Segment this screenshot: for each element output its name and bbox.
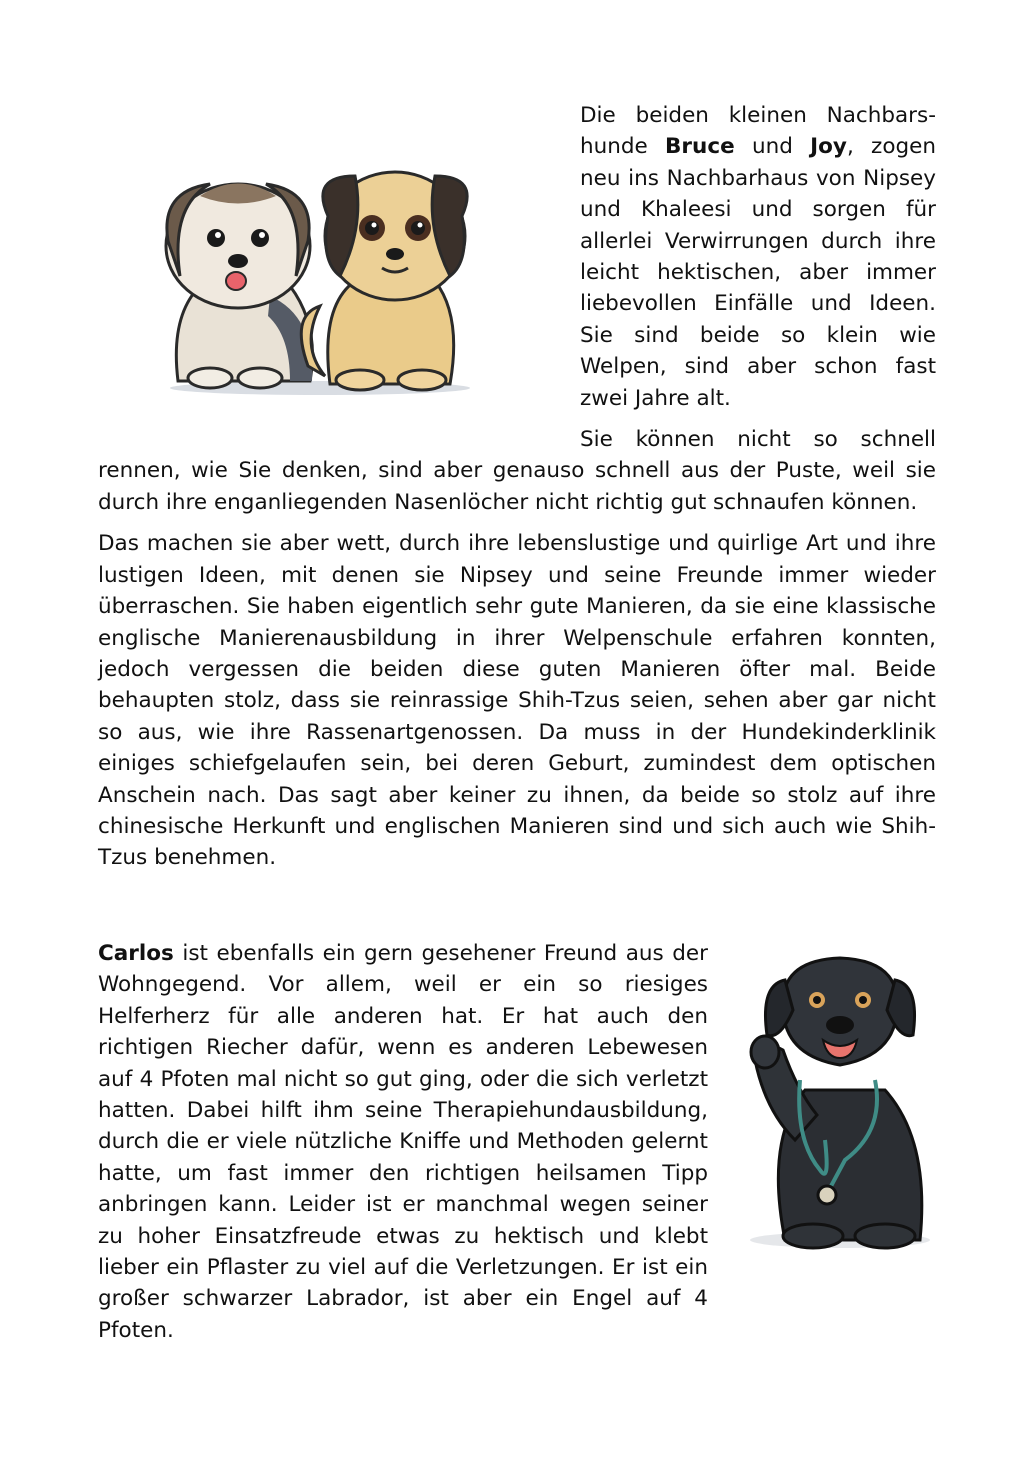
bruce-dog-icon <box>166 184 313 389</box>
name-carlos: Carlos <box>98 941 174 966</box>
shih-tzu-dogs-illustration <box>150 166 500 396</box>
name-joy: Joy <box>810 134 847 160</box>
section-bruce-joy <box>98 100 936 874</box>
paragraph-breath: Sie können nicht so schnell rennen, wie Sie denken, sind aber genauso schnell aus der Puste, weil sie durch ihre enganliegenden Nasenlöcher nicht richtig gut schnaufen können. <box>98 427 936 515</box>
section-carlos <box>98 938 708 1346</box>
joy-dog-icon <box>301 172 467 390</box>
labrador-dog-icon <box>735 940 950 1265</box>
paragraph-manners: Das machen sie aber wett, durch ihre lebenslustige und quirlige Art und ihre lustigen Ideen, mit denen sie Nipsey und seine Freunde immer wieder überraschen. Sie haben eigentlich sehr gute Manieren, da sie eine klassische englische Manierenausbildung in ihrer Welpenschule erfahren konnten, jedoch vergessen die beiden diese guten Manieren öfter mal. Beide behaupten stolz, dass sie reinrassige Shih-Tzus seien, sehen aber gar nicht so aus, wie ihre Rassenartgenossen. Da muss in der Hundekinderklinik einiges schiefgelaufen sein, bei deren Geburt, zumindest dem optischen Anschein nach. Das sagt aber keiner zu ihnen, da beide so stolz auf ihre chinesische Herkunft und englischen Manieren sind und sich auch wie Shih-Tzus benehmen. <box>98 531 936 871</box>
paragraph-intro: Die beiden kleinen Nachbarshunde Bruce und Joy, zogen neu ins Nachbarhaus von Nipsey und Khaleesi und sorgen für allerlei Verwirrungen durch ihre leicht hektischen, aber immer liebevollen Einfälle und Ideen. Sie sind beide so klein wie Welpen, sind aber schon fast zwei Jahre alt. <box>580 103 936 411</box>
name-bruce: Bruce <box>665 134 735 160</box>
carlos-image <box>735 940 950 1265</box>
paragraph-carlos: Carlos ist ebenfalls ein gern gesehener Freund aus der Wohngegend. Vor allem, weil er ein so riesiges Helferherz für alle anderen hat. Er hat auch den richtigen Riecher dafür, wenn es anderen Lebewesen auf 4 Pfoten mal nicht so gut ging, oder die sich verletzt hatten. Dabei hilft ihm seine Therapiehundausbildung, durch die er viele nützliche Kniffe und Methoden gelernt hatte, um fast immer den richtigen heilsamen Tipp anbringen kann. Leider ist er manchmal wegen seiner zu hoher Einsatzfreude etwas zu hektisch und klebt lieber ein Pflaster zu viel auf die Verletzungen. Er ist ein großer schwarzer Labrador, ist aber ein Engel auf 4 Pfoten. <box>98 941 708 1343</box>
bruce-joy-image <box>98 100 568 435</box>
